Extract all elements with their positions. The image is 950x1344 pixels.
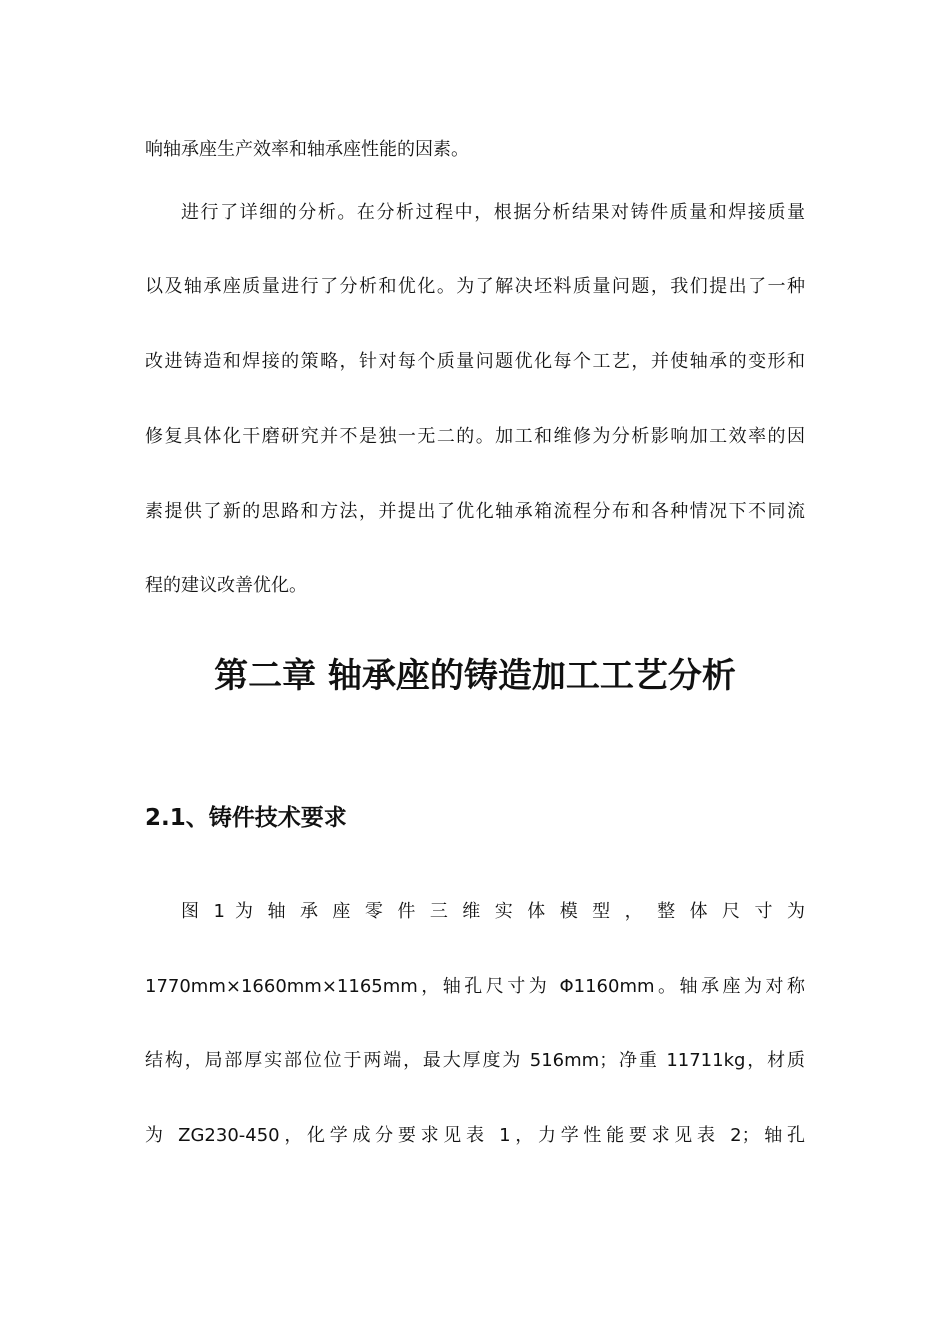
chapter-title: 第二章 轴承座的铸造加工工艺分析 bbox=[214, 656, 736, 696]
paragraph-2-line-6: 程的建议改善优化。 bbox=[145, 575, 307, 596]
paragraph-3-line-1: 图 1 为 轴 承 座 零 件 三 维 实 体 模 型 ， 整 体 尺 寸 为 bbox=[181, 901, 805, 922]
paragraph-2-line-4: 修复具体化干磨研究并不是独一无二的。加工和维修为分析影响加工效率的因 bbox=[145, 426, 805, 447]
paragraph-2-line-1: 进行了详细的分析。在分析过程中，根据分析结果对铸件质量和焊接质量 bbox=[181, 202, 805, 223]
paragraph-2-line-2: 以及轴承座质量进行了分析和优化。为了解决坯料质量问题，我们提出了一种 bbox=[145, 276, 805, 297]
paragraph-3-line-4: 为 ZG230-450，化学成分要求见表 1，力学性能要求见表 2；轴孔 bbox=[145, 1125, 805, 1146]
section-title: 2.1、铸件技术要求 bbox=[145, 805, 347, 831]
paragraph-3-line-3: 结构，局部厚实部位位于两端，最大厚度为 516mm；净重 11711kg，材质 bbox=[145, 1050, 805, 1071]
paragraph-1-line-1: 响轴承座生产效率和轴承座性能的因素。 bbox=[145, 139, 469, 160]
paragraph-3-line-2: 1770mm×1660mm×1165mm，轴孔尺寸为 Φ1160mm。轴承座为对称 bbox=[145, 976, 805, 997]
paragraph-2-line-5: 素提供了新的思路和方法，并提出了优化轴承箱流程分布和各种情况下不同流 bbox=[145, 501, 805, 522]
paragraph-2-line-3: 改进铸造和焊接的策略，针对每个质量问题优化每个工艺，并使轴承的变形和 bbox=[145, 351, 805, 372]
